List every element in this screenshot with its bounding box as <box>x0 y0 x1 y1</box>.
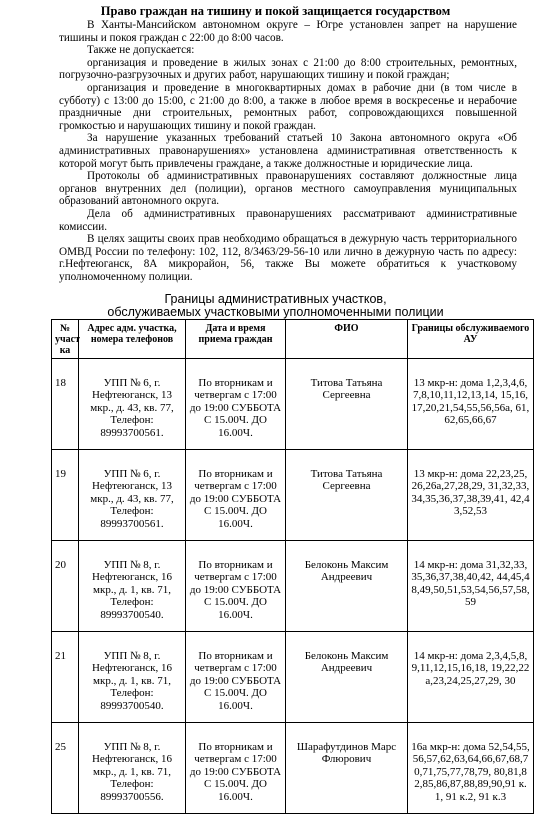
header-cell: Адрес адм. участка, номера телефонов <box>79 320 186 359</box>
cell-address: УПП № 6, г. Нефтеюганск, 13 мкр., д. 43, кв. 77, Телефон: 89993700561. <box>79 450 186 541</box>
cell-schedule: По вторникам и четвергам с 17:00 до 19:00 СУББОТА С 15.00Ч. ДО 16.00Ч. <box>186 359 286 450</box>
paragraph: Протоколы об административных правонарушениях составляют должностные лица органов внутренних дел (полиции), органов местного самоуправления муниципальных образований автономного округа. <box>59 170 517 208</box>
cell-address: УПП № 6, г. Нефтеюганск, 13 мкр., д. 43, кв. 77, Телефон: 89993700561. <box>79 359 186 450</box>
cell-number: 18 <box>52 359 79 450</box>
document-title: Право граждан на тишину и покой защищается государством <box>100 4 451 18</box>
header-cell: Дата и время приема граждан <box>186 320 286 359</box>
cell-name: Белоконь Максим Андреевич <box>286 632 408 723</box>
header-cell: Границы обслуживаемого АУ <box>408 320 534 359</box>
header-cell: № участ ка <box>52 320 79 359</box>
table-header-row <box>52 320 534 359</box>
precincts-table <box>51 319 534 814</box>
cell-schedule: По вторникам и четвергам с 17:00 до 19:00 СУББОТА С 15.00Ч. ДО 16.00Ч. <box>186 450 286 541</box>
paragraph: За нарушение указанных требований статьей 10 Закона автономного округа «Об административных правонарушениях» установлена административная ответственность к которой могут быть привлечены граждане, а также должностные и юридические лица. <box>59 132 517 170</box>
cell-bounds: 14 мкр-н: дома 2,3,4,5,8,9,11,12,15,16,18, 19,22,22а,23,24,25,27,29, 30 <box>408 632 534 723</box>
paragraph: Дела об административных правонарушениях рассматривают административные комиссии. <box>59 207 517 233</box>
table-title-line: обслуживаемых участковыми уполномоченными полиции <box>107 304 444 319</box>
cell-number: 20 <box>52 541 79 632</box>
paragraph: организация и проведение в многоквартирных домах в рабочие дни (в том числе в субботу) с 13:00 до 15:00, с 21:00 до 8:00, а также в любое время в воскресенье и нерабочие праздничные дни строительных, ремонтных работ, сопровождающихся повышенной громкостью и нарушающих тишину и покой граждан. <box>59 81 517 132</box>
cell-name: Шарафутдинов Марс Флюрович <box>286 723 408 814</box>
table-row <box>52 541 534 632</box>
cell-bounds: 16а мкр-н: дома 52,54,55,56,57,62,63,64,66,67,68,70,71,75,77,78,79, 80,81,82,85,86,87,88,89,90,91 к.1, 91 к.2, 91 к.3 <box>408 723 534 814</box>
cell-schedule: По вторникам и четвергам с 17:00 до 19:00 СУББОТА С 15.00Ч. ДО 16.00Ч. <box>186 632 286 723</box>
cell-number: 21 <box>52 632 79 723</box>
cell-bounds: 13 мкр-н: дома 22,23,25,26,26а,27,28,29, 31,32,33,34,35,36,37,38,39,41, 42,43,52,53 <box>408 450 534 541</box>
cell-number: 25 <box>52 723 79 814</box>
cell-address: УПП № 8, г. Нефтеюганск, 16 мкр., д. 1, кв. 71, Телефон: 89993700540. <box>79 541 186 632</box>
table-row <box>52 632 534 723</box>
cell-address: УПП № 8, г. Нефтеюганск, 16 мкр., д. 1, кв. 71, Телефон: 89993700540. <box>79 632 186 723</box>
header-cell: ФИО <box>286 320 408 359</box>
paragraph: В целях защиты своих прав необходимо обращаться в дежурную часть территориального ОМВД России по телефону: 102, 112, 8/3463/29-56-10 или лично в дежурную часть по адресу: г.Нефтеюганск, 8А микрорайон, 56, также Вы можете обратиться к участковому уполномоченному полиции. <box>59 233 517 283</box>
cell-number: 19 <box>52 450 79 541</box>
table-title <box>0 293 551 318</box>
paragraph: Также не допускается: <box>87 44 195 57</box>
body-text <box>59 19 517 283</box>
cell-name: Титова Татьяна Сергеевна <box>286 450 408 541</box>
table-row <box>52 359 534 450</box>
cell-bounds: 14 мкр-н: дома 31,32,33,35,36,37,38,40,42, 44,45,48,49,50,51,53,54,56,57,58,59 <box>408 541 534 632</box>
table-row <box>52 723 534 814</box>
cell-address: УПП № 8, г. Нефтеюганск, 16 мкр., д. 1, кв. 71, Телефон: 89993700556. <box>79 723 186 814</box>
cell-schedule: По вторникам и четвергам с 17:00 до 19:00 СУББОТА С 15.00Ч. ДО 16.00Ч. <box>186 723 286 814</box>
cell-name: Белоконь Максим Андреевич <box>286 541 408 632</box>
cell-bounds: 13 мкр-н: дома 1,2,3,4,6,7,8,10,11,12,13,14, 15,16,17,20,21,54,55,56,56а, 61,62,65,66,67 <box>408 359 534 450</box>
table-title-line: Границы административных участков, <box>164 292 387 306</box>
cell-schedule: По вторникам и четвергам с 17:00 до 19:00 СУББОТА С 15.00Ч. ДО 16.00Ч. <box>186 541 286 632</box>
paragraph: В Ханты-Мансийском автономном округе – Югре установлен запрет на нарушение тишины и покоя граждан с 22:00 до 8:00 часов. <box>59 19 517 44</box>
cell-name: Титова Татьяна Сергеевна <box>286 359 408 450</box>
table-row <box>52 450 534 541</box>
paragraph: организация и проведение в жилых зонах с 21:00 до 8:00 строительных, ремонтных, погрузочно-разгрузочных и других работ, нарушающих тишину и покой граждан; <box>59 56 517 82</box>
